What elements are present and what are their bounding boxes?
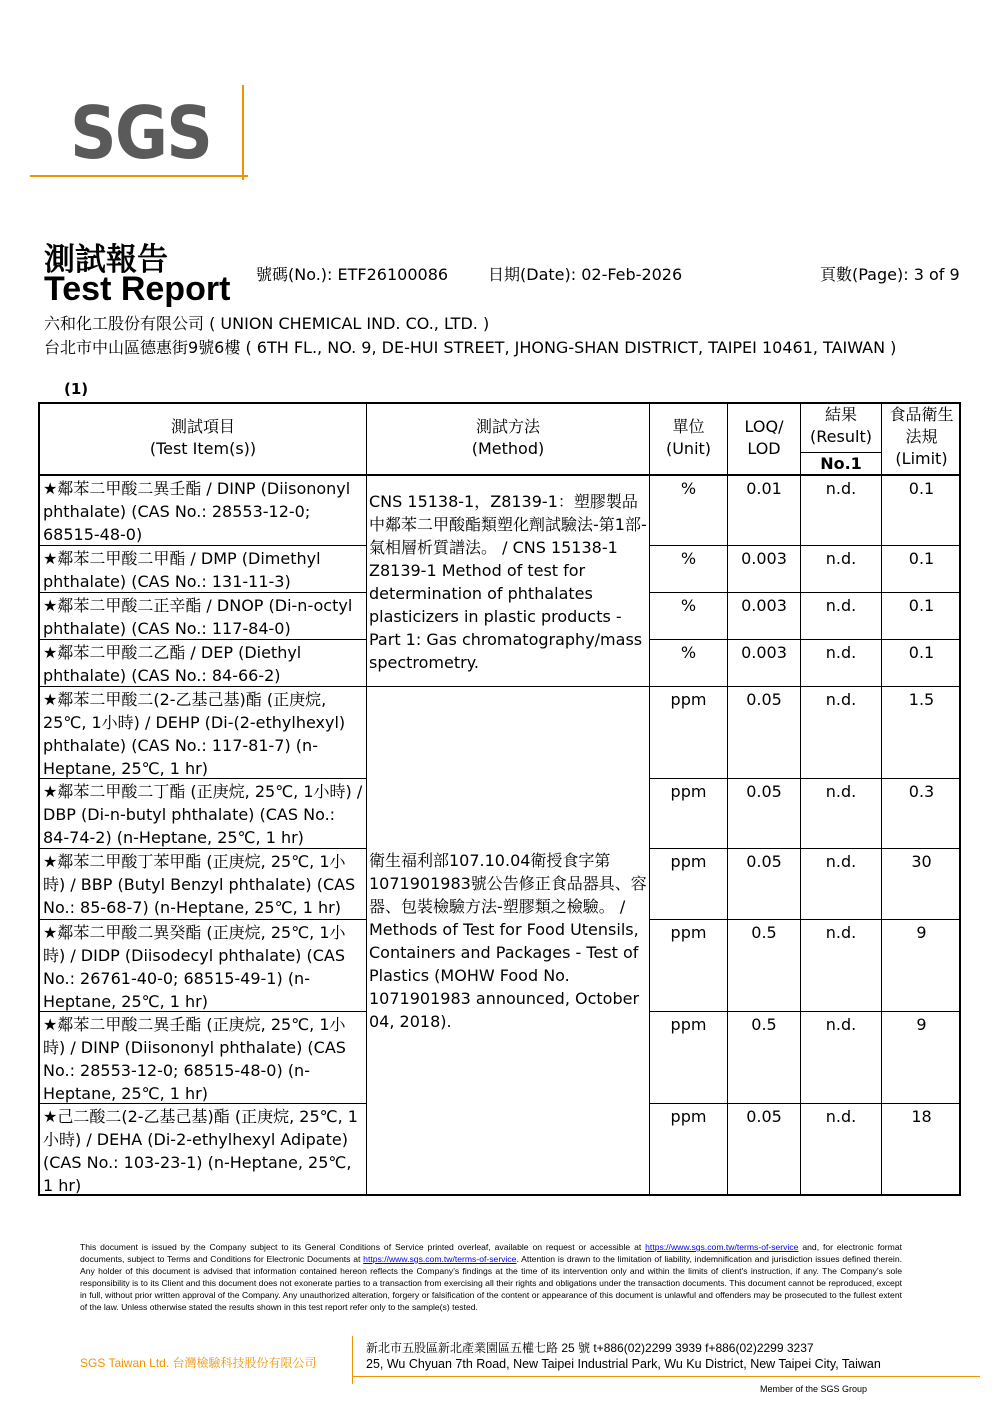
loq-cell: 0.05 xyxy=(746,690,782,709)
legal-disclaimer xyxy=(80,1242,902,1313)
loq-cell: 0.05 xyxy=(746,782,782,801)
limit-cell: 0.1 xyxy=(908,643,935,662)
result-cell: n.d. xyxy=(825,1015,857,1034)
result-cell: n.d. xyxy=(825,923,857,942)
terms-link[interactable]: https://www.sgs.com.tw/terms-of-service xyxy=(645,1242,799,1252)
test-item-cell: ★鄰苯二甲酸二(2-乙基己基)酯 (正庚烷, 25℃, 1小時) / DEHP (Di-(2-ethylhexyl) phthalate) (CAS No.: 117-81-7) (n-Heptane, 25℃, 1 hr) xyxy=(43,690,346,778)
row-rule xyxy=(649,1011,961,1012)
result-cell: n.d. xyxy=(825,596,857,615)
unit-cell: ppm xyxy=(670,1107,707,1126)
test-item-cell: ★己二酸二(2-乙基己基)酯 (正庚烷, 25℃, 1小時) / DEHA (Di-2-ethylhexyl Adipate) (CAS No.: 103-23-1) (n-Heptane, 25℃, 1 hr) xyxy=(43,1107,358,1195)
row-rule xyxy=(649,778,961,779)
unit-cell: % xyxy=(680,549,697,568)
client-name: 六和化工股份有限公司 ( UNION CHEMICAL IND. CO., LTD. ) xyxy=(44,314,490,333)
row-rule xyxy=(649,1103,961,1104)
header-result-no1: No.1 xyxy=(820,454,862,473)
header-result: 結果 (Result) xyxy=(810,405,872,446)
row-rule xyxy=(649,919,961,920)
unit-cell: % xyxy=(680,643,697,662)
method-mohw: 衛生福利部107.10.04衛授食字第1071901983號公告修正食品器具、容器、包裝檢驗方法-塑膠類之檢驗。 / Methods of Test for Food Utensils, Containers and Packages - Test of Plastics (MOHW Food No. 1071901983 announced, October 04, 2018). xyxy=(369,851,647,1031)
page-number: 頁數(Page): 3 of 9 xyxy=(820,265,960,284)
loq-cell: 0.05 xyxy=(746,1107,782,1126)
limit-cell: 18 xyxy=(911,1107,932,1126)
unit-cell: ppm xyxy=(670,782,707,801)
result-cell: n.d. xyxy=(825,479,857,498)
limit-cell: 1.5 xyxy=(908,690,935,709)
result-cell: n.d. xyxy=(825,782,857,801)
result-cell: n.d. xyxy=(825,852,857,871)
footer-rule xyxy=(352,1376,980,1377)
disclaimer-text: and, for electronic format documents, subject to Terms and Conditions for Electronic Documents at xyxy=(80,1242,902,1264)
loq-cell: 0.05 xyxy=(746,852,782,871)
unit-cell: ppm xyxy=(670,923,707,942)
report-date: 日期(Date): 02-Feb-2026 xyxy=(488,265,683,284)
unit-cell: % xyxy=(680,479,697,498)
row-rule xyxy=(649,848,961,849)
limit-cell: 0.1 xyxy=(908,596,935,615)
disclaimer-text: This document is issued by the Company subject to its General Conditions of Service printed overleaf, available on request or accessible at xyxy=(80,1242,646,1252)
header-loq: LOQ/ LOD xyxy=(744,417,784,458)
limit-cell: 9 xyxy=(916,923,927,942)
member-of-sgs: Member of the SGS Group xyxy=(760,1384,868,1394)
limit-cell: 0.1 xyxy=(908,549,935,568)
limit-cell: 0.1 xyxy=(908,479,935,498)
method-cns-15138: CNS 15138-1，Z8139-1：塑膠製品中鄰苯二甲酸酯類塑化劑試驗法-第1部-氣相層析質譜法。 / CNS 15138-1 Z8139-1 Method of test for determination of phthalates plasticizers in plastic products - Part 1: Gas chromatography/mass spectrometry. xyxy=(369,492,647,672)
unit-cell: ppm xyxy=(670,1015,707,1034)
result-cell: n.d. xyxy=(825,643,857,662)
limit-cell: 0.3 xyxy=(908,782,935,801)
result-cell: n.d. xyxy=(825,1107,857,1126)
limit-cell: 9 xyxy=(916,1015,927,1034)
test-item-cell: ★鄰苯二甲酸二甲酯 / DMP (Dimethyl phthalate) (CAS No.: 131-11-3) xyxy=(43,549,321,591)
report-number: 號碼(No.): ETF26100086 xyxy=(256,265,449,284)
header-unit: 單位 (Unit) xyxy=(665,417,712,458)
test-item-cell: ★鄰苯二甲酸二異癸酯 (正庚烷, 25℃, 1小時) / DIDP (Diisodecyl phthalate) (CAS No.: 26761-40-0; 68515-49-1) (n-Heptane, 25℃, 1 hr) xyxy=(43,923,346,1011)
client-address: 台北市中山區德惠街9號6樓 ( 6TH FL., NO. 9, DE-HUI STREET, JHONG-SHAN DISTRICT, TAIPEI 10461, TAIWAN ) xyxy=(44,338,897,357)
loq-cell: 0.003 xyxy=(741,643,787,662)
loq-cell: 0.5 xyxy=(751,923,777,942)
test-item-cell: ★鄰苯二甲酸二異壬酯 / DINP (Diisononyl phthalate) (CAS No.: 28553-12-0; 68515-48-0) xyxy=(43,479,351,544)
unit-cell: ppm xyxy=(670,690,707,709)
row-rule xyxy=(40,919,366,920)
footer-address-en: 25, Wu Chyuan 7th Road, New Taipei Industrial Park, Wu Ku District, New Taipei City, Taiwan xyxy=(366,1357,881,1371)
loq-cell: 0.01 xyxy=(746,479,782,498)
unit-cell: ppm xyxy=(670,852,707,871)
row-rule xyxy=(649,639,961,640)
header-test-item: 測試項目 (Test Item(s)) xyxy=(149,417,257,458)
limit-cell: 30 xyxy=(911,852,932,871)
loq-cell: 0.5 xyxy=(751,1015,777,1034)
unit-cell: % xyxy=(680,596,697,615)
report-title-en: Test Report xyxy=(44,270,231,308)
sgs-logo xyxy=(30,85,250,180)
row-rule xyxy=(649,545,961,546)
company-name: SGS Taiwan Ltd. 台灣檢驗科技股份有限公司 xyxy=(80,1356,317,1370)
test-item-cell: ★鄰苯二甲酸二正辛酯 / DNOP (Di-n-octyl phthalate) (CAS No.: 117-84-0) xyxy=(43,596,353,638)
logo-text: SGS xyxy=(70,91,212,175)
result-cell: n.d. xyxy=(825,549,857,568)
test-item-cell: ★鄰苯二甲酸二異壬酯 (正庚烷, 25℃, 1小時) / DINP (Diisononyl phthalate) (CAS No.: 28553-12-0; 68515-48-0) (n-Heptane, 25℃, 1 hr) xyxy=(43,1015,346,1103)
footer-address-zh: 新北市五股區新北產業園區五權七路 25 號 t+886(02)2299 3939 f+886(02)2299 3237 xyxy=(366,1341,814,1355)
logo-horizontal-rule xyxy=(30,175,248,177)
test-item-cell: ★鄰苯二甲酸二丁酯 (正庚烷, 25℃, 1小時) / DBP (Di-n-butyl phthalate) (CAS No.: 84-74-2) (n-Heptane, 25℃, 1 hr) xyxy=(43,782,363,847)
section-label: (1) xyxy=(64,380,89,398)
result-cell: n.d. xyxy=(825,690,857,709)
header-limit: 食品衛生 法規 (Limit) xyxy=(889,405,954,468)
report-title-zh: 測試報告 xyxy=(44,242,168,278)
row-rule xyxy=(649,592,961,593)
test-item-cell: ★鄰苯二甲酸丁苯甲酯 (正庚烷, 25℃, 1小時) / BBP (Butyl Benzyl phthalate) (CAS No.: 85-68-7) (n-Heptane, 25℃, 1 hr) xyxy=(43,852,356,917)
test-item-cell: ★鄰苯二甲酸二乙酯 / DEP (Diethyl phthalate) (CAS No.: 84-66-2) xyxy=(43,643,302,685)
disclaimer-text: . Attention is drawn to the limitation of liability, indemnification and jurisdiction issues defined therein. Any holder of this document is advised that information contained hereon reflects the Company's findings at the time of its intervention only and within the limits of client's instruction, if any. The Company's sole responsibility is to its Client and this document does not exonerate parties to a transaction from exercising all their rights and obligations under the transaction documents. This document cannot be reproduced, except in full, without prior written approval of the Company. Any unauthorized alteration, forgery or falsification of the content or appearance of this document is unlawful and offenders may be prosecuted to the fullest extent of the law. Unless otherwise stated the results shown in this test report refer only to the sample(s) tested. xyxy=(80,1253,902,1312)
loq-cell: 0.003 xyxy=(741,549,787,568)
terms-link[interactable]: https://www.sgs.com.tw/terms-of-service xyxy=(363,1253,517,1264)
header-method: 測試方法 (Method) xyxy=(471,417,545,458)
col-divider xyxy=(366,404,367,1194)
results-table xyxy=(38,402,961,1196)
loq-cell: 0.003 xyxy=(741,596,787,615)
logo-vertical-rule xyxy=(242,85,244,180)
